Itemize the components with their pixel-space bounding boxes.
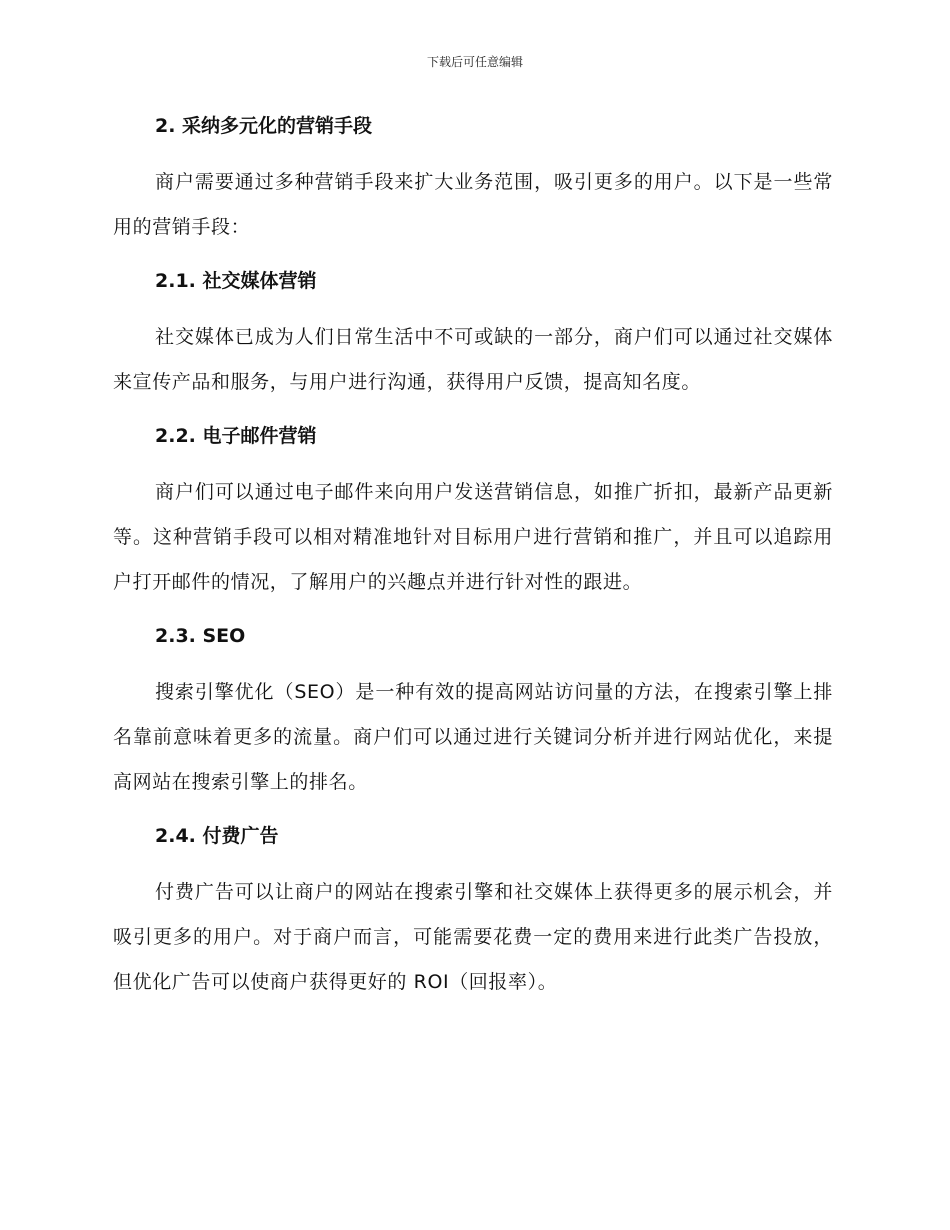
section-heading: 2. 采纳多元化的营销手段 <box>155 115 373 137</box>
paragraph-email: 商户们可以通过电子邮件来向用户发送营销信息，如推广折扣，最新产品更新等。这种营销手段可以相对精准地针对目标用户进行营销和推广，并且可以追踪用户打开邮件的情况，了解用户的兴趣点并进行针对性的跟进。 <box>113 481 833 593</box>
paragraph-paid-ads: 付费广告可以让商户的网站在搜索引擎和社交媒体上获得更多的展示机会，并吸引更多的用户。对于商户而言，可能需要花费一定的费用来进行此类广告投放，但优化广告可以使商户获得更好的 ROI（回报率）。 <box>113 881 833 993</box>
subheading-seo: 2.3. SEO <box>155 625 246 647</box>
paragraph-seo: 搜索引擎优化（SEO）是一种有效的提高网站访问量的方法，在搜索引擎上排名靠前意味着更多的流量。商户们可以通过进行关键词分析并进行网站优化，来提高网站在搜索引擎上的排名。 <box>113 681 833 793</box>
intro-paragraph: 商户需要通过多种营销手段来扩大业务范围，吸引更多的用户。以下是一些常用的营销手段： <box>113 171 833 238</box>
subheading-paid-ads: 2.4. 付费广告 <box>155 825 279 847</box>
paragraph-social-media: 社交媒体已成为人们日常生活中不可或缺的一部分，商户们可以通过社交媒体来宣传产品和服务，与用户进行沟通，获得用户反馈，提高知名度。 <box>113 326 833 393</box>
subheading-email: 2.2. 电子邮件营销 <box>155 425 317 447</box>
header-note: 下载后可任意编辑 <box>426 55 523 69</box>
subheading-social-media: 2.1. 社交媒体营销 <box>155 270 317 292</box>
document-content <box>113 112 833 1005</box>
